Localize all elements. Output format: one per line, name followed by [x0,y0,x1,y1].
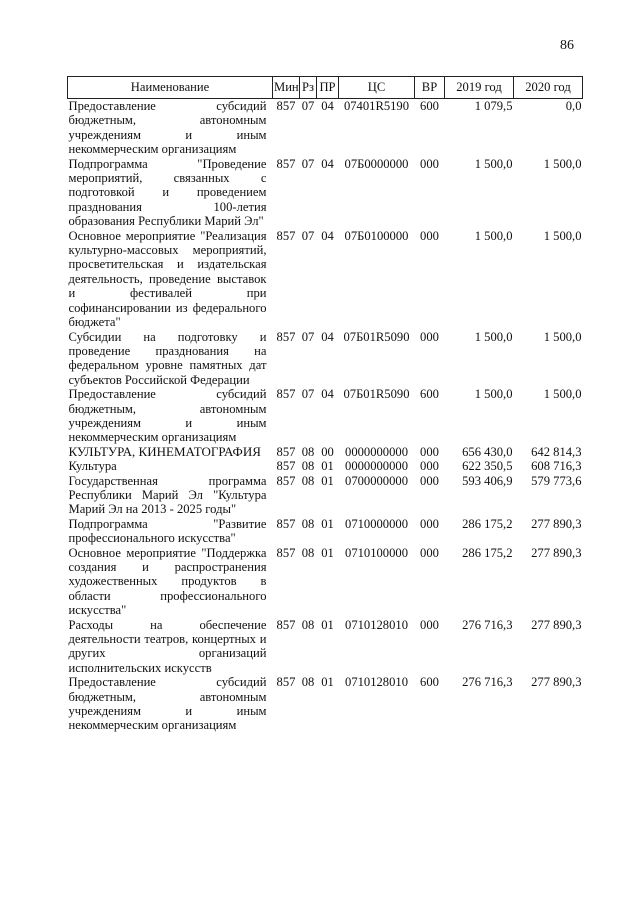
row-pr: 04 [321,228,334,243]
row-name: Государственная программа Республики Марий Эл "Культура Марий Эл на 2013 - 2025 годы" [68,473,267,517]
row-pr: 00 [321,444,334,459]
header-2019: 2019 год [445,77,514,99]
row-vr: 000 [420,459,439,474]
row-2019: 276 716,3 [462,617,513,632]
row-min: 857 [276,545,296,560]
table-row [68,675,583,733]
row-2019: 656 430,0 [462,444,513,459]
row-2020: 277 890,3 [531,617,582,632]
row-vr: 600 [420,675,439,690]
row-cs: 0710128010 [345,675,408,690]
row-rz: 07 [301,329,315,344]
row-cs: 0710000000 [345,516,408,531]
row-2019: 1 079,5 [474,99,513,113]
row-cs: 0710100000 [345,545,408,560]
row-pr: 04 [321,99,334,113]
row-cs: 0700000000 [345,473,408,488]
table-row [68,387,583,445]
table-row [68,459,583,473]
row-name: Подпрограмма "Развитие профессионального искусства" [68,516,267,546]
row-min: 857 [276,675,296,690]
page-number: 86 [560,38,574,53]
row-rz: 08 [301,473,315,488]
row-cs: 0710128010 [345,617,408,632]
row-min: 857 [276,516,296,531]
row-name: Основное мероприятие "Поддержка создания и распространения художественных продуктов в области профессионального искусства" [68,545,267,618]
row-vr: 000 [420,545,439,560]
row-rz: 08 [301,675,315,690]
row-rz: 08 [301,444,315,459]
row-cs: 07Б01R5090 [343,329,410,344]
header-min: Мин [273,77,300,99]
row-2020: 579 773,6 [531,473,582,488]
row-cs: 07Б01R5090 [343,387,410,402]
row-vr: 000 [420,156,439,171]
row-vr: 000 [420,329,439,344]
row-cs: 07401R5190 [343,99,410,113]
header-pr: ПР [317,77,339,99]
row-2020: 277 890,3 [531,675,582,690]
row-2020: 1 500,0 [543,228,582,243]
row-min: 857 [276,387,296,402]
row-2019: 593 406,9 [462,473,513,488]
row-min: 857 [276,99,296,113]
row-2020: 277 890,3 [531,545,582,560]
row-pr: 01 [321,545,334,560]
table-row [68,99,583,157]
row-2020: 277 890,3 [531,516,582,531]
header-rz: Рз [300,77,317,99]
row-2020: 1 500,0 [543,329,582,344]
row-vr: 600 [420,387,439,402]
row-rz: 07 [301,99,315,113]
row-2020: 1 500,0 [543,156,582,171]
row-name: КУЛЬТУРА, КИНЕМАТОГРАФИЯ [68,443,261,459]
row-min: 857 [276,444,296,459]
table-row [68,618,583,676]
row-2019: 286 175,2 [462,545,513,560]
row-cs: 07Б0000000 [344,156,409,171]
row-rz: 08 [301,545,315,560]
header-2020: 2020 год [514,77,583,99]
row-name: Расходы на обеспечение деятельности театров, концертных и других организаций исполнительских искусств [68,617,267,675]
row-vr: 000 [420,617,439,632]
row-pr: 01 [321,473,334,488]
row-2020: 1 500,0 [543,387,582,402]
row-pr: 01 [321,675,334,690]
row-pr: 04 [321,156,334,171]
table-row [68,517,583,546]
row-name: Субсидии на подготовку и проведение празднования на федеральном уровне памятных дат субъектов Российской Федерации [68,329,267,387]
budget-table [67,76,583,733]
row-name: Предоставление субсидий бюджетным, автономным учреждениям и иным некоммерческим организациям [68,99,267,157]
row-name: Подпрограмма "Проведение мероприятий, связанных с подготовкой и проведением празднования 100-летия образования Республики Марий Эл" [68,156,267,229]
row-pr: 01 [321,516,334,531]
table-row [68,157,583,229]
row-min: 857 [276,329,296,344]
row-2019: 622 350,5 [462,459,513,474]
row-cs: 07Б0100000 [344,228,409,243]
row-pr: 01 [321,617,334,632]
header-name: Наименование [68,77,273,99]
row-2019: 276 716,3 [462,675,513,690]
row-min: 857 [276,617,296,632]
row-name: Предоставление субсидий бюджетным, автономным учреждениям и иным некоммерческим организациям [68,675,267,733]
row-vr: 000 [420,228,439,243]
row-rz: 07 [301,387,315,402]
row-2020: 0,0 [565,99,582,113]
row-vr: 600 [420,99,439,113]
table-row [68,330,583,388]
table-header-row [68,77,583,99]
row-rz: 08 [301,459,315,474]
table-row [68,445,583,459]
row-rz: 08 [301,617,315,632]
row-name: Основное мероприятие "Реализация культурно-массовых мероприятий, просветительская и издательская деятельность, проведение выставок и фестивалей при софинансировании из федерального бюджета" [68,228,267,330]
row-2019: 1 500,0 [474,387,513,402]
row-name: Культура [68,459,117,474]
row-2020: 608 716,3 [531,459,582,474]
table-row [68,474,583,517]
row-cs: 0000000000 [345,459,408,474]
row-rz: 07 [301,228,315,243]
row-min: 857 [276,156,296,171]
row-2019: 286 175,2 [462,516,513,531]
row-pr: 04 [321,387,334,402]
row-cs: 0000000000 [345,444,408,459]
row-name: Предоставление субсидий бюджетным, автономным учреждениям и иным некоммерческим организациям [68,387,267,445]
row-pr: 04 [321,329,334,344]
row-vr: 000 [420,444,439,459]
header-cs: ЦС [339,77,415,99]
row-2019: 1 500,0 [474,329,513,344]
row-min: 857 [276,459,296,474]
table-row [68,229,583,330]
row-2019: 1 500,0 [474,156,513,171]
row-rz: 08 [301,516,315,531]
row-vr: 000 [420,516,439,531]
header-vr: ВР [415,77,445,99]
row-2020: 642 814,3 [531,444,582,459]
row-min: 857 [276,228,296,243]
row-pr: 01 [321,459,334,474]
row-vr: 000 [420,473,439,488]
row-min: 857 [276,473,296,488]
row-rz: 07 [301,156,315,171]
row-2019: 1 500,0 [474,228,513,243]
table-row [68,546,583,618]
